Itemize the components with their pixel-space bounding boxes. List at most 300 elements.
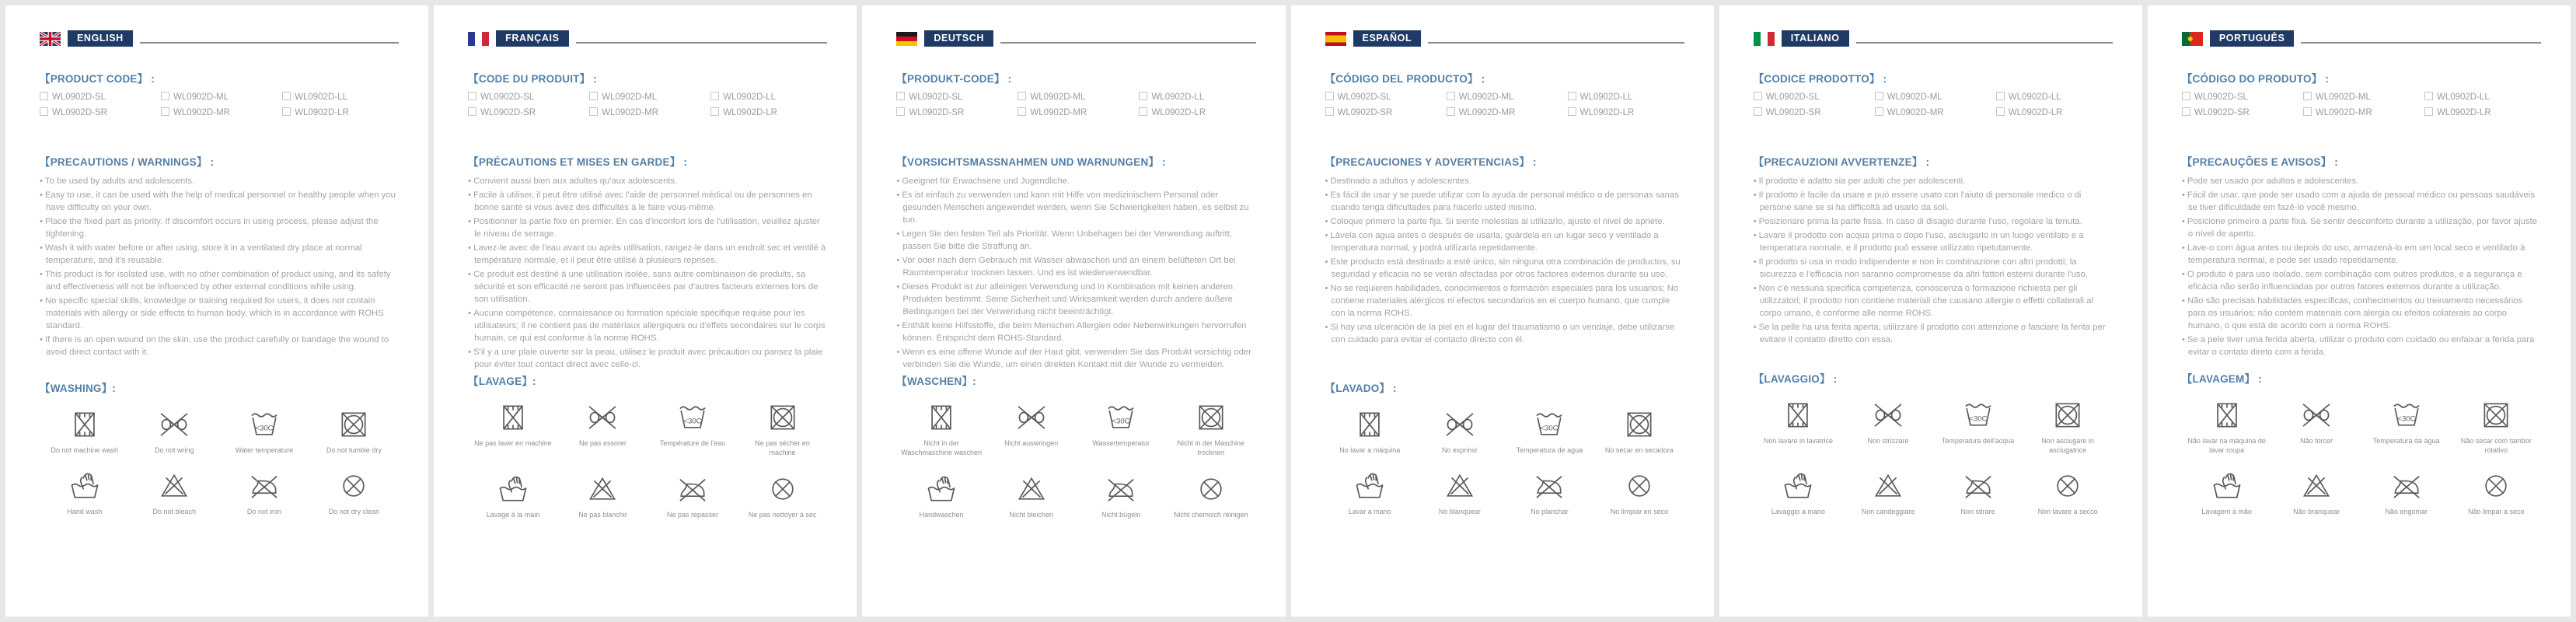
washing-symbol [896, 400, 986, 457]
checkbox-icon [710, 107, 719, 116]
product-code-option [1875, 107, 1991, 117]
water-temperature-text: <30C [1968, 414, 1988, 424]
precaution-item: • Es fácil de usar y se puede utilizar con la ayuda de personal médico o de personas sanas cuando tenga dificultades para hacerlo usted mismo. [1325, 189, 1684, 214]
washing-symbol [1754, 398, 1844, 455]
product-code-title: 【PRODUKT-CODE】 : [896, 73, 1012, 85]
product-code-section [2182, 70, 2541, 117]
language-badge: FRANÇAIS [496, 30, 568, 47]
product-code-section [1754, 70, 2113, 117]
do-not-iron-icon [675, 472, 710, 506]
checkbox-icon [1754, 107, 1762, 116]
washing-symbols-grid [468, 400, 827, 519]
product-code-option [1325, 92, 1442, 102]
product-code-option [282, 92, 399, 102]
washing-symbol-label: Do not wring [155, 446, 194, 454]
precautions-section [1754, 153, 2113, 348]
washing-symbol-label: Do not tumble dry [326, 446, 382, 454]
product-code-option [1996, 92, 2113, 102]
washing-symbol [1843, 469, 1933, 517]
product-code-label: WL0902D-SR [52, 108, 107, 117]
washing-symbol-label: Wassertemperatur [1092, 439, 1150, 448]
washing-symbol-label: Ne pas repasser [667, 510, 719, 519]
product-code-label: WL0902D-MR [2315, 108, 2372, 117]
washing-symbol-label: No lavar a máquina [1339, 446, 1401, 454]
product-code-option [161, 107, 277, 117]
washing-symbol [2361, 398, 2452, 455]
panel-francais [434, 5, 857, 617]
product-code-section [1325, 70, 1684, 117]
product-code-option [1447, 92, 1563, 102]
washing-symbol [1843, 398, 1933, 455]
precaution-item: • Positionner la partie fixe en premier. En cas d'inconfort lors de l'utilisation, veuillez ajuster le niveau de serrage. [468, 215, 827, 240]
washing-symbol [2023, 398, 2113, 455]
washing-symbol-label: No planchar [1531, 508, 1569, 516]
washing-symbol-label: Não limpar a seco [2467, 508, 2525, 516]
checkbox-icon [1447, 107, 1455, 116]
product-code-label: WL0902D-ML [1030, 93, 1086, 102]
washing-symbol [647, 400, 738, 457]
product-code-label: WL0902D-LL [2436, 93, 2490, 102]
washing-symbol [738, 472, 828, 520]
product-code-label: WL0902D-ML [2315, 93, 2371, 102]
panel-deutsch [862, 5, 1285, 617]
product-code-section [40, 70, 399, 117]
precaution-item: • Wash it with water before or after using, store it in a ventilated dry place at normal temperature, and it's reusable. [40, 242, 399, 267]
product-code-option [1568, 92, 1684, 102]
precaution-item: • Pode ser usado por adultos e adolescentes. [2182, 175, 2541, 187]
precaution-item: • Il prodotto è facile da usare e può essere usato con l'aiuto di personale medico o di persone sane se si ha difficoltà ad usarlo da soli. [1754, 189, 2113, 214]
language-header [468, 30, 827, 47]
product-code-label: WL0902D-LR [295, 108, 349, 117]
product-code-title: 【CÓDIGO DEL PRODUCTO】 : [1325, 73, 1485, 85]
precaution-item: • Wenn es eine offene Wunde auf der Haut gibt, verwenden Sie das Produkt vorsichtig oder verbinden Sie die Wunde, um einen direkten Kontakt mit der Wunde zu vermeiden. [896, 346, 1255, 371]
product-code-label: WL0902D-MR [1887, 108, 1944, 117]
germany-flag-icon [896, 32, 917, 46]
do-not-wring-icon [1443, 407, 1477, 442]
do-not-dry-clean-icon [1194, 472, 1228, 506]
washing-symbols-grid [2182, 398, 2541, 517]
product-code-label: WL0902D-SR [909, 108, 965, 117]
hand-wash-icon [1781, 469, 1815, 503]
uk-flag-icon [40, 32, 61, 46]
product-code-label: WL0902D-LR [1579, 108, 1635, 117]
product-code-option [2182, 92, 2299, 102]
washing-symbol-label: Non asciugare in asciugatrice [2041, 436, 2094, 454]
checkbox-icon [2182, 107, 2190, 116]
product-code-label: WL0902D-LR [1151, 108, 1206, 117]
product-code-option [468, 92, 585, 102]
panel-english [5, 5, 428, 617]
washing-title: 【LAVAGE】: [468, 376, 536, 388]
washing-section [1325, 379, 1684, 517]
washing-section [40, 379, 399, 517]
header-rule [1000, 42, 1256, 44]
washing-symbol [2271, 398, 2361, 455]
washing-symbol-label: Ne pas laver en machine [474, 439, 552, 448]
water-temperature-text: <30C [683, 417, 702, 426]
washing-symbol-label: Não lavar na máquina de lavar roupa [2187, 436, 2266, 454]
washing-symbol [1505, 407, 1595, 456]
washing-symbol [1415, 407, 1505, 456]
product-code-label: WL0902D-SR [2194, 108, 2250, 117]
washing-symbol [2361, 469, 2452, 517]
precautions-list [2182, 175, 2541, 358]
precaution-item: • Não são precisas habilidades específicas, conhecimentos ou treinamento necessários para os usuários; não contém materiais com alergia ou efeitos colaterais ao corpo humano, o que está de acordo com a norma ROHS. [2182, 295, 2541, 332]
product-code-option [282, 107, 399, 117]
washing-symbol [219, 407, 309, 456]
product-code-option [1017, 107, 1134, 117]
checkbox-icon [468, 107, 476, 116]
product-code-option [2424, 92, 2541, 102]
precaution-item: • Dieses Produkt ist zur alleinigen Verwendung und in Kombination mit keinen anderen Produkten bestimmt. Seine Sicherheit und Wirksamkeit werden durch andere äußere Bedingungen bei der Verwendung nicht beeinträchtigt. [896, 281, 1255, 318]
product-code-list [1754, 92, 2113, 117]
washing-symbol [130, 407, 220, 456]
spain-flag-icon [1325, 32, 1346, 46]
precaution-item: • Si hay una ulceración de la piel en el lugar del traumatismo o un vendaje, debe utilizarse con cuidado para evitar el contacto directo con él. [1325, 321, 1684, 346]
do-not-iron-icon [1104, 472, 1138, 506]
precautions-title: 【PRECAUÇÕES E AVISOS】 : [2181, 156, 2338, 168]
do-not-machine-wash-icon [1781, 398, 1815, 432]
checkbox-icon [896, 107, 905, 116]
precaution-item: • Coloque primero la parte fija. Si siente molestias al utilizarlo, ajuste el nivel de apriete. [1325, 215, 1684, 228]
washing-title: 【LAVAGEM】 : [2181, 372, 2262, 385]
precaution-item: • Este producto está destinado a esté único, sin ninguna otra combinación de productos, su seguridad y eficacia no se verán afectadas por otros factores externos durante su uso. [1325, 256, 1684, 281]
language-header [1325, 30, 1684, 47]
product-code-label: WL0902D-SR [480, 108, 536, 117]
washing-section [1754, 370, 2113, 517]
product-code-option [896, 107, 1013, 117]
precaution-item: • Place the fixed part as priority. If discomfort occurs in using process, please adjust the tightening. [40, 215, 399, 240]
checkbox-icon [589, 107, 598, 116]
washing-title: 【WASCHEN】: [896, 376, 976, 388]
washing-symbol [738, 400, 828, 457]
language-header [40, 30, 399, 47]
washing-symbol [2182, 469, 2272, 517]
product-code-option [1447, 107, 1563, 117]
product-code-option [2303, 92, 2420, 102]
washing-symbol-label: Temperatura de agua [1516, 446, 1583, 454]
do-not-tumble-dry-icon [1194, 400, 1228, 435]
washing-symbol [309, 407, 400, 456]
product-code-title: 【CÓDIGO DO PRODUTO】 : [2181, 73, 2330, 85]
checkbox-icon [1568, 92, 1576, 100]
product-code-label: WL0902D-LL [723, 93, 777, 102]
product-code-list [1325, 92, 1684, 117]
precaution-item: • Non c'è nessuna specifica competenza, conoscenza o formazione richiesta per gli utilizzatori; il prodotto non contiene materiali che causano allergie o effetti collaterali al corpo umano, è conforme alle norme ROHS. [1754, 282, 2113, 320]
precaution-item: • S'il y a une plaie ouverte sur la peau, utilisez le produit avec précaution ou pansez la plaie pour éviter tout contact direct avec celle-ci. [468, 346, 827, 371]
product-code-label: WL0902D-ML [1887, 93, 1942, 102]
precaution-item: • Enthält keine Hilfsstoffe, die beim Menschen Allergien oder Nebenwirkungen hervorrufen können. Entspricht dem ROHS-Standard. [896, 320, 1255, 344]
checkbox-icon [1017, 107, 1026, 116]
product-code-option [1017, 92, 1134, 102]
washing-symbol [1325, 407, 1415, 456]
washing-symbol-label: Do not dry clean [328, 508, 380, 516]
checkbox-icon [2303, 92, 2312, 100]
product-code-section [468, 70, 827, 117]
product-code-label: WL0902D-SL [52, 93, 106, 102]
do-not-dry-clean-icon [337, 469, 371, 503]
product-code-label: WL0902D-SL [480, 93, 535, 102]
water-temperature-icon [1104, 400, 1138, 435]
washing-symbol-label: Non stirare [1960, 508, 1995, 516]
language-header [2182, 30, 2541, 47]
precaution-item: • This product is for isolated use, with no other combination of product using, and its safety and effectiveness will not be influenced by other external conditions while using. [40, 268, 399, 293]
washing-section [2182, 370, 2541, 517]
precaution-item: • Legen Sie den festen Teil als Priorität. Wenn Unbehagen bei der Verwendung auftritt, passen Sie bitte die Straffung an. [896, 228, 1255, 253]
do-not-tumble-dry-icon [2051, 398, 2085, 432]
washing-symbol [1076, 472, 1166, 520]
washing-symbol [2271, 469, 2361, 517]
checkbox-icon [282, 107, 291, 116]
water-temperature-icon [247, 407, 281, 442]
precaution-item: • Il prodotto si usa in modo indipendente e non in combinazione con altri prodotti; la sicurezza e l'efficacia non saranno compromesse da altri fattori esterni durante l'uso. [1754, 256, 2113, 281]
product-code-label: WL0902D-ML [173, 93, 229, 102]
precaution-item: • Il prodotto è adatto sia per adulti che per adolescenti. [1754, 175, 2113, 187]
product-code-option [1754, 107, 1870, 117]
product-code-option [2182, 107, 2299, 117]
product-code-option [1754, 92, 1870, 102]
product-code-title: 【PRODUCT CODE】 : [40, 73, 155, 85]
precaution-item: • Destinado a adultos y adolescentes. [1325, 175, 1684, 187]
precaution-item: • Se a pele tiver uma ferida aberta, utilizar o produto com cuidado ou enfaixar a ferida para evitar o contato direto com a ferida. [2182, 334, 2541, 358]
washing-symbol-label: Non strizzare [1867, 436, 1909, 445]
washing-symbol-label: Non lavare in lavatrice [1763, 436, 1833, 445]
washing-symbol [309, 469, 400, 517]
washing-symbol-label: Température de l'eau [659, 439, 726, 448]
precaution-item: • Lave-o com água antes ou depois do uso, armazená-lo em um local seco e ventilado à temperatura normal, e pode ser usado repetidamente. [2182, 242, 2541, 267]
do-not-tumble-dry-icon [766, 400, 800, 435]
product-code-label: WL0902D-LL [295, 93, 347, 102]
washing-symbol [130, 469, 220, 517]
do-not-wring-icon [1014, 400, 1049, 435]
precautions-title: 【VORSICHTSMASSNAHMEN UND WARNUNGEN】 : [896, 156, 1166, 168]
precaution-item: • O produto é para uso isolado, sem combinação com outros produtos, e a segurança e eficácia não serão influenciadas por outros fatores externos durante a utilização. [2182, 268, 2541, 293]
product-code-option [468, 107, 585, 117]
product-code-title: 【CODICE PRODOTTO】 : [1753, 73, 1887, 85]
washing-symbol-label: Do not machine wash [51, 446, 119, 454]
precaution-item: • Se la pelle ha una ferita aperta, utilizzare il prodotto con attenzione o fasciare la ferita per evitare il contatto diretto con essa. [1754, 321, 2113, 346]
product-code-label: WL0902D-MR [1458, 108, 1516, 117]
water-temperature-text: <30C [1540, 423, 1559, 432]
product-code-option [710, 107, 827, 117]
hand-wash-icon [2210, 469, 2244, 503]
washing-symbol-label: No blanquear [1438, 508, 1481, 516]
checkbox-icon [1325, 107, 1334, 116]
product-code-label: WL0902D-LR [2008, 108, 2063, 117]
precaution-item: • Es ist einfach zu verwenden und kann mit Hilfe von medizinischem Personal oder gesunden Menschen angewendet werden, wenn Sie Schwierigkeiten haben, es selbst zu tun. [896, 189, 1255, 226]
washing-symbols-grid [1754, 398, 2113, 517]
precautions-section [2182, 153, 2541, 360]
water-temperature-icon [2389, 398, 2424, 432]
washing-symbol-label: No exprimir [1441, 446, 1478, 454]
product-code-option [161, 92, 277, 102]
product-code-option [1996, 107, 2113, 117]
precaution-item: • Posizionare prima la parte fissa. In caso di disagio durante l'uso, regolare la tenuta. [1754, 215, 2113, 228]
do-not-dry-clean-icon [2051, 469, 2085, 503]
precaution-item: • If there is an open wound on the skin, use the product carefully or bandage the wound to avoid direct contact with it. [40, 334, 399, 358]
product-code-label: WL0902D-SL [1337, 93, 1391, 102]
washing-symbol [2451, 469, 2541, 517]
portugal-flag-icon [2182, 32, 2203, 46]
precautions-list [896, 175, 1255, 371]
washing-symbol-label: Temperatura dell'acqua [1941, 436, 2015, 445]
washing-symbol [647, 472, 738, 520]
precaution-item: • Geeignet für Erwachsene und Jugendliche. [896, 175, 1255, 187]
precaution-item: • Facile à utiliser, il peut être utilisé avec l'aide de personnel médical ou de personnes en bonne santé si vous avez des difficultés à le faire vous-même. [468, 189, 827, 214]
washing-symbol-label: Water temperature [235, 446, 294, 454]
product-code-section [896, 70, 1255, 117]
hand-wash-icon [68, 469, 102, 503]
precautions-list [1754, 175, 2113, 346]
product-code-option [40, 92, 156, 102]
do-not-machine-wash-icon [496, 400, 530, 435]
washing-symbol-label: Ne pas nettoyer à sec [748, 510, 817, 519]
checkbox-icon [1325, 92, 1334, 100]
italy-flag-icon [1754, 32, 1775, 46]
washing-symbol [1415, 469, 1505, 517]
product-code-list [2182, 92, 2541, 117]
checkbox-icon [1447, 92, 1455, 100]
precautions-section [40, 153, 399, 360]
precautions-title: 【PRÉCAUTIONS ET MISES EN GARDE】 : [468, 156, 688, 168]
washing-symbol-label: Não engomar [2385, 508, 2428, 516]
product-code-label: WL0902D-SL [909, 93, 963, 102]
product-code-label: WL0902D-SL [1765, 93, 1820, 102]
do-not-bleach-icon [1871, 469, 1905, 503]
checkbox-icon [40, 92, 48, 100]
language-badge: DEUTSCH [924, 30, 993, 47]
precaution-item: • Fácil de usar, que pode ser usado com a ajuda de pessoal médico ou pessoas saudáveis se tiver dificuldade em fazê-lo você mesmo. [2182, 189, 2541, 214]
product-code-label: WL0902D-SL [2194, 93, 2248, 102]
water-temperature-icon [1532, 407, 1566, 442]
product-code-option [1139, 107, 1255, 117]
language-badge: PORTUGUÊS [2210, 30, 2295, 47]
checkbox-icon [2303, 107, 2312, 116]
header-rule [2301, 42, 2541, 44]
washing-symbol [468, 400, 558, 457]
washing-symbol [40, 407, 130, 456]
checkbox-icon [282, 92, 291, 100]
product-code-label: WL0902D-LL [1579, 93, 1633, 102]
washing-symbol [1594, 469, 1684, 517]
washing-symbols-grid [1325, 407, 1684, 517]
product-code-option [1568, 107, 1684, 117]
washing-title: 【LAVAGGIO】 : [1753, 372, 1838, 385]
product-code-label: WL0902D-LL [1151, 93, 1205, 102]
washing-symbol-label: Do not bleach [152, 508, 197, 516]
washing-symbol-label: Não torcer [2300, 436, 2333, 445]
header-rule [140, 42, 399, 44]
checkbox-icon [1875, 92, 1883, 100]
product-code-option [40, 107, 156, 117]
product-code-option [2424, 107, 2541, 117]
precaution-item: • Lavare il prodotto con acqua prima o dopo l'uso, asciugarlo in un luogo ventilato e a temperatura normale, e il prodotto può essere utilizzato ripetutamente. [1754, 229, 2113, 254]
washing-symbol-label: Não branquear [2293, 508, 2340, 516]
precaution-item: • Lávela con agua antes o después de usarla, guárdela en un lugar seco y ventilado a temperatura normal, y podrá utilizarla repetidamente. [1325, 229, 1684, 254]
do-not-machine-wash-icon [2210, 398, 2244, 432]
product-code-label: WL0902D-LR [2436, 108, 2491, 117]
precaution-item: • No se requieren habilidades, conocimientos o formación especiales para los usuarios; No contiene materiales alérgicos ni efectos secundarios en el cuerpo humano, que cumple con la norma ROHS. [1325, 282, 1684, 320]
do-not-iron-icon [1532, 469, 1566, 503]
checkbox-icon [896, 92, 905, 100]
product-code-label: WL0902D-MR [1030, 108, 1087, 117]
header-rule [576, 42, 828, 44]
washing-symbol [1933, 398, 2023, 455]
product-code-option [710, 92, 827, 102]
washing-section [896, 372, 1255, 519]
checkbox-icon [710, 92, 719, 100]
washing-symbol-label: Nicht chemisch reinigen [1173, 510, 1248, 519]
do-not-tumble-dry-icon [337, 407, 371, 442]
precautions-list [1325, 175, 1684, 346]
product-code-list [40, 92, 399, 117]
checkbox-icon [2424, 107, 2433, 116]
product-code-label: WL0902D-SR [1765, 108, 1821, 117]
checkbox-icon [2424, 92, 2433, 100]
water-temperature-text: <30C [255, 423, 274, 432]
washing-title: 【LAVADO】 : [1325, 382, 1397, 394]
do-not-machine-wash-icon [924, 400, 958, 435]
washing-symbol [986, 472, 1077, 520]
product-code-label: WL0902D-LL [2008, 93, 2061, 102]
do-not-dry-clean-icon [1622, 469, 1656, 503]
washing-symbol [558, 472, 648, 520]
do-not-wring-icon [585, 400, 620, 435]
washing-symbol-label: No secar en secadora [1604, 446, 1674, 454]
washing-section [468, 372, 827, 519]
checkbox-icon [1754, 92, 1762, 100]
panel-italiano [1719, 5, 2142, 617]
precaution-item: • Easy to use, it can be used with the help of medical personnel or healthy people when you have difficulty on your own. [40, 189, 399, 214]
washing-symbol [1505, 469, 1595, 517]
precaution-item: • Convient aussi bien aux adultes qu'aux adolescents. [468, 175, 827, 187]
product-code-label: WL0902D-MR [173, 108, 230, 117]
washing-symbol [1594, 407, 1684, 456]
washing-symbol-label: Nicht bleichen [1009, 510, 1053, 519]
washing-symbol [896, 472, 986, 520]
product-code-label: WL0902D-LR [723, 108, 777, 117]
washing-symbol-label: Non candeggiare [1861, 508, 1915, 516]
precaution-item: • Lavez-le avec de l'eau avant ou après utilisation, rangez-le dans un endroit sec et ventilé à température normale, et il peut être utilisé à plusieurs reprises. [468, 242, 827, 267]
washing-symbol-label: Hand wash [67, 508, 103, 516]
checkbox-icon [589, 92, 598, 100]
washing-symbol [219, 469, 309, 517]
washing-symbol [1166, 400, 1256, 457]
washing-symbol-label: Lavagem à mão [2201, 508, 2252, 516]
product-code-list [468, 92, 827, 117]
product-code-option [589, 107, 706, 117]
checkbox-icon [1568, 107, 1576, 116]
washing-symbol-label: No limpiar en seco [1610, 508, 1669, 516]
washing-symbol-label: Do not iron [246, 508, 281, 516]
washing-title: 【WASHING】: [40, 382, 116, 394]
product-code-option [1875, 92, 1991, 102]
washing-symbol [1933, 469, 2023, 517]
do-not-dry-clean-icon [766, 472, 800, 506]
washing-symbol [40, 469, 130, 517]
product-code-option [1325, 107, 1442, 117]
precautions-title: 【PRECAUTIONS / WARNINGS】 : [40, 156, 215, 168]
water-temperature-text: <30C [1112, 417, 1130, 426]
checkbox-icon [468, 92, 476, 100]
washing-symbol-label: Lavage à la main [486, 510, 540, 519]
panel-portugues [2148, 5, 2571, 617]
washing-symbol-label: Temperatura da água [2372, 436, 2440, 445]
do-not-iron-icon [1961, 469, 1995, 503]
header-rule [1428, 42, 1684, 44]
do-not-bleach-icon [2299, 469, 2333, 503]
washing-symbol [1754, 469, 1844, 517]
